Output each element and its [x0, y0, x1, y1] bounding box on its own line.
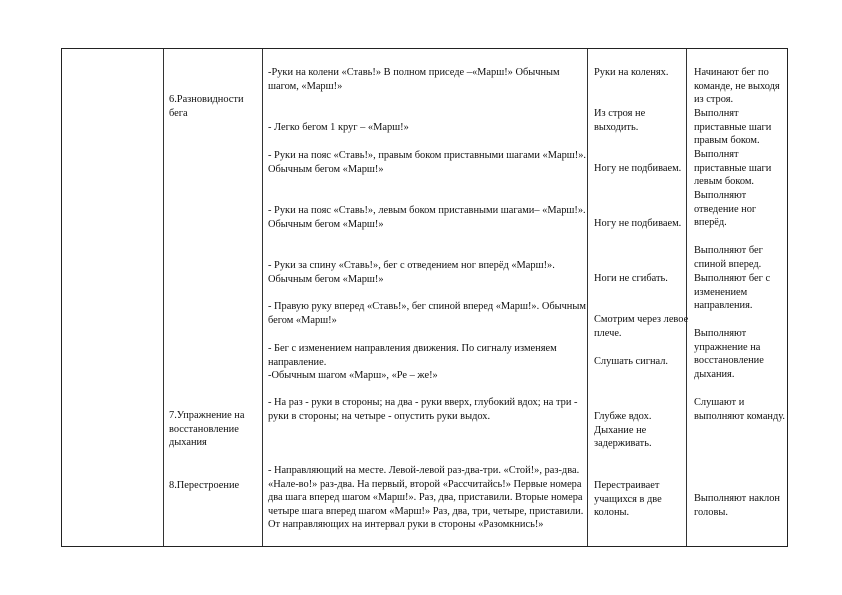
guidance-text: Ноги не сгибать. [594, 273, 668, 284]
outcome-text: Выполняют отведение ног вперёд. [694, 190, 757, 229]
section-label: 7.Упражнение на восстановление дыхания [169, 410, 245, 449]
column-divider [262, 49, 263, 546]
exercise-text: -Руки на колени «Ставь!» В полном приседе –«Марш!» Обычным шагом, «Марш!» [268, 67, 560, 92]
guidance-text: Ногу не подбиваем. [594, 163, 682, 174]
outcome-text: Выполнят приставные шаги правым боком. [694, 108, 772, 147]
outcome-text: Начинают бег по команде, не выходя из строя. [694, 67, 780, 106]
exercise-text: - Бег с изменением направления движения. По сигналу изменяем направление. [268, 343, 557, 368]
guidance-text: Глубже вдох. Дыхание не задерживать. [594, 411, 652, 450]
exercise-text: - Руки на пояс «Ставь!», левым боком приставными шагами– «Марш!». Обычным бегом «Марш!» [268, 205, 586, 230]
guidance-text: Руки на коленях. [594, 67, 669, 78]
exercise-text: - Правую руку вперед «Ставь!», бег спиной вперед «Марш!». Обычным бегом «Марш!» [268, 301, 586, 326]
outcome-text: Слушают и выполняют команду. [694, 397, 786, 422]
guidance-text: Перестраивает учащихся в две колоны. [594, 480, 662, 519]
exercise-text: - Руки за спину «Ставь!», бег с отведением ног вперёд «Марш!». Обычным бегом «Марш!» [268, 260, 555, 285]
exercise-text: -Обычным шагом «Марш», «Ре – же!» [268, 370, 438, 381]
outcome-text: Выполняют бег с изменением направления. [694, 273, 771, 312]
exercise-text: - Руки на пояс «Ставь!», правым боком приставными шагами «Марш!». Обычным бегом «Марш!» [268, 150, 587, 175]
outcome-text: Выполняют бег спиной вперед. [694, 245, 763, 270]
guidance-text: Слушать сигнал. [594, 356, 669, 367]
outcome-text: Выполняют упражнение на восстановление дыхания. [694, 328, 764, 380]
lesson-plan-table [61, 48, 788, 547]
exercise-text: - Легко бегом 1 круг – «Марш!» [268, 122, 409, 133]
exercise-text: - На раз - руки в стороны; на два - руки вверх, глубокий вдох; на три - руки в стороны; на четыре - опустить руки выдох. [268, 397, 578, 422]
outcome-text: Выполнят приставные шаги левым боком. [694, 149, 772, 188]
column-divider [163, 49, 164, 546]
section-label: 6.Разновидности бега [169, 94, 244, 119]
guidance-text: Из строя не выходить. [594, 108, 646, 133]
exercise-text: - Направляющий на месте. Левой-левой раз-два-три. «Стой!», раз-два. «Нале-во!» раз-два. На первый, второй «Рассчитайсь!» Первые номера два шага вперед шагом «Марш!». Раз, два, приставили. Вторые номера четыре шага вперед шагом «Марш!» Раз, два, три, четыре, приставили. От направляющих на интервал руки в стороны «Разомкнись!» [268, 465, 584, 531]
outcome-text: Выполняют наклон головы. [694, 493, 780, 518]
guidance-text: Смотрим через левое плече. [594, 314, 689, 339]
section-label: 8.Перестроение [169, 480, 240, 491]
guidance-text: Ногу не подбиваем. [594, 218, 682, 229]
